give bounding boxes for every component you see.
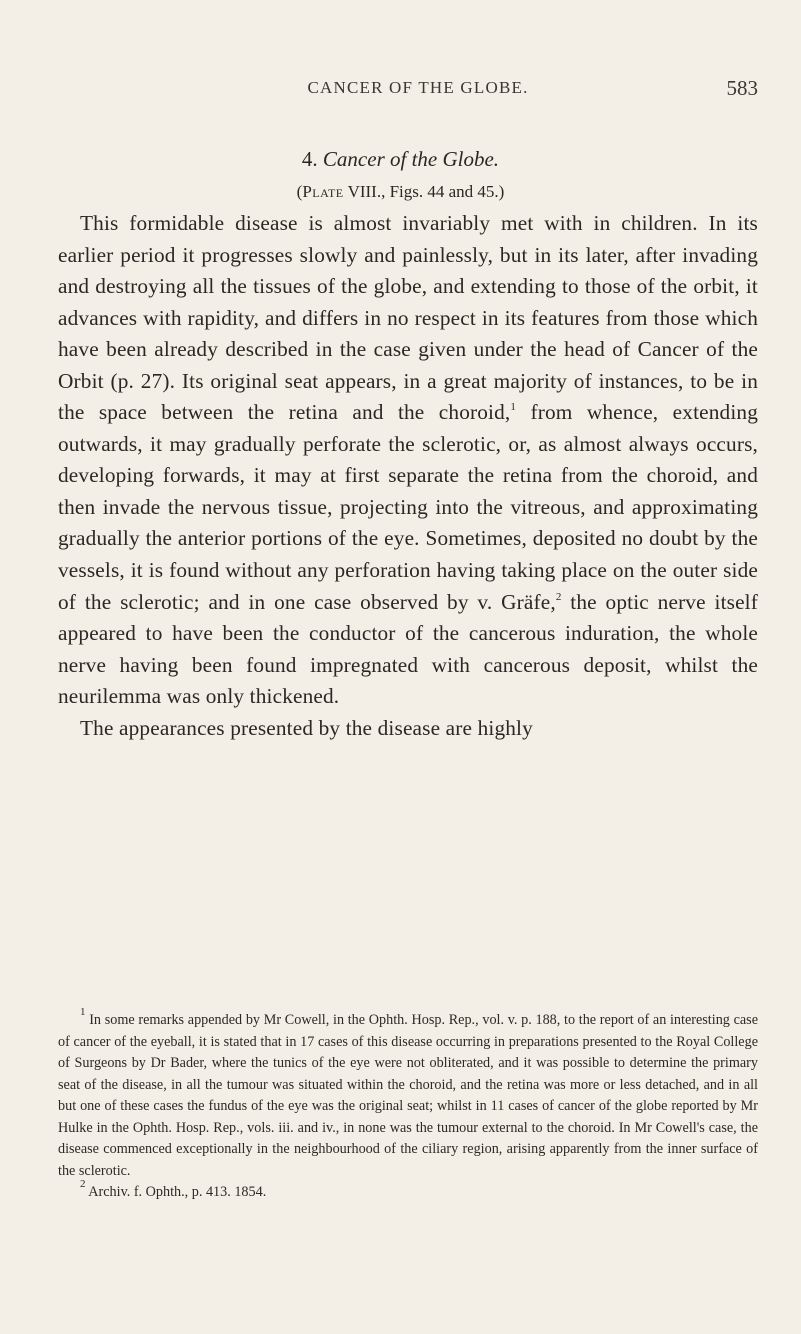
footnote-ref-1: 1 <box>510 401 517 414</box>
plate-label: Plate <box>302 182 344 201</box>
plate-figures: VIII., Figs. 44 and 45.) <box>343 182 505 201</box>
section-title: Cancer of the Globe. <box>322 147 500 171</box>
page-number: 583 <box>726 76 758 100</box>
body-text <box>58 208 758 744</box>
footnote-2 <box>58 1178 758 1204</box>
footnote-ref-2: 2 <box>555 590 562 603</box>
footnote-1 <box>58 1006 758 1182</box>
paragraph-1-part-c: the optic nerve itself appeared to have been the conductor of the cancerous induration, the whole nerve having been found impregnated with cancerous deposit, whilst the neurilemma was only thickened. <box>58 589 758 709</box>
paragraph-1-part-a: This formidable disease is almost invariably met with in children. In its earlier period it progresses slowly and painlessly, but in its later, after invading and destroying all the tissues of the globe, and extending to those of the orbit, it advances with rapidity, and differs in no respect in its features from those which have been already described in the case given under the head of Cancer of the Orbit (p. 27). Its original seat appears, in a great majority of instances, to be in the space between the retina and the choroid, <box>58 211 758 425</box>
footnote-2-number: 2 <box>80 1178 86 1190</box>
plate-open-paren: ( <box>296 182 303 201</box>
paragraph-2: The appearances presented by the disease are highly <box>80 715 533 740</box>
plate-reference <box>0 182 801 202</box>
section-number: 4. <box>301 147 318 171</box>
footnotes <box>58 1006 758 1204</box>
section-heading <box>0 147 801 172</box>
footnote-2-text: Archiv. f. Ophth., p. 413. 1854. <box>85 1184 267 1200</box>
footnote-1-number: 1 <box>80 1006 86 1018</box>
paragraph-1 <box>58 208 758 713</box>
footnote-1-text: In some remarks appended by Mr Cowell, in the Ophth. Hosp. Rep., vol. v. p. 188, to the report of an interesting case of cancer of the eyeball, it is stated that in 17 cases of this disease occurring in preparations presented to the Royal College of Surgeons by Dr Bader, where the tunics of the eye were not obliterated, and it was possible to determine the primary seat of the disease, in all the tumour was situated within the choroid, and the retina was more or less detached, and in all but one of these cases the fundus of the eye was the original seat; whilst in 11 cases of cancer of the globe reported by Mr Hulke in the Ophth. Hosp. Rep., vols. iii. and iv., in none was the tumour external to the choroid. In Mr Cowell's case, the disease commenced exceptionally in the neighbourhood of the ciliary region, arising apparently from the inner surface of the sclerotic. <box>58 1012 758 1179</box>
running-head <box>118 76 758 106</box>
paragraph-1-part-b: from whence, extending outwards, it may gradually perforate the sclerotic, or, as almost always occurs, developing forwards, it may at first separate the retina from the choroid, and then invade the nervous tissue, projecting into the vitreous, and approximating gradually the anterior portions of the eye. Sometimes, deposited no doubt by the vessels, it is found without any perforation having taking place on the outer side of the sclerotic; and in one case observed by v. Gräfe, <box>58 400 758 614</box>
running-title: CANCER OF THE GLOBE. <box>307 78 529 97</box>
